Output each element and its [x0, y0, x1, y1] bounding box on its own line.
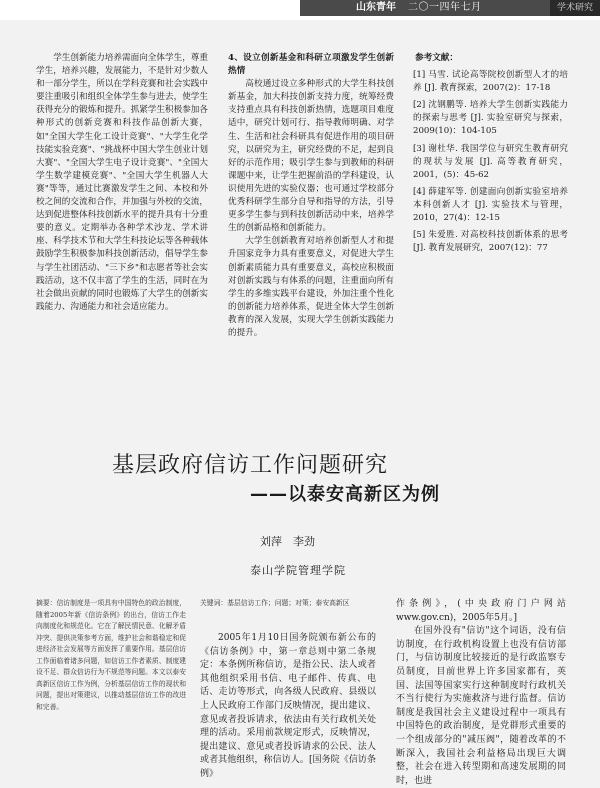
header-band — [300, 0, 600, 16]
article-keywords: 关键词：基层信访工作；问题；对策；泰安高新区 — [200, 599, 350, 607]
article-title: 基层政府信访工作问题研究 — [112, 453, 389, 478]
publication-name: 山东青年 — [356, 2, 396, 13]
reference-item: [4] 薛建军等. 创建面向创新实验室培养本科创新人才 [J]. 实验技术与管理，2010，27(4)：12-15 — [413, 186, 568, 224]
reference-item: [1] 马雪. 试论高等院校创新型人才的培养 [J]. 教育探索，2007(2)：17-18 — [413, 70, 568, 94]
paragraph: 在国外没有"信访"这个词语，没有信访制度，在行政机构设置上也没有信访部门，与信访制度比较接近的是行政监察专员制度，目前世界上许多国家都有，英国、法国等国家实行这种制度时行政机关不当行使行为实施救济与进行监督。信访制度是我国社会主义建设过程中一项具有中国特色的政治制度，是党群形式重要的一个组成部分的"减压阀"，随着改革的不断深入，我国社会利益格局出现巨大调整，社会在进入转型期和高速发展期的同时，也进 — [396, 626, 566, 786]
article-body-column-2 — [396, 598, 566, 786]
references-heading: 参考文献： — [415, 53, 458, 63]
page-header — [0, 0, 600, 20]
article-body-column-1 — [200, 632, 376, 779]
paragraph: 2005年1月10日国务院颁布新公布的《信访条例》中，第一章总则中第二条规定：本条例所称信访，是指公民、法人或者其他组织采用书信、电子邮件、传真、电话、走访等形式，向各级人民政府、县级以上人民政府工作部门反映情况，提出建议、意见或者投诉请求，依法由有关行政机关处理的活动。采用前款规定形式，反映情况，提出建议、意见或者投诉请求的公民、法人或者其他组织，称信访人。[国务院《信访条例》 — [200, 633, 376, 779]
article-abstract: 摘要：信访制度是一项具有中国特色的政治制度，随着2005年新《信访条例》的出台，信访工作走向制度化和规范化。它在了解民情民意、化解矛盾冲突、提供决策参考方面，维护社会和谐稳定和促进经济社会发展等方面发挥了重要作用。基层信访工作面临着诸多问题，如信访工作者素质、制度建设不足、群众信访行为不规范等问题。本文以泰安高新区信访工作为例，分析基层信访工作的现状和问题，提出对策建议，以推动基层信访工作的改进和完善。 — [36, 599, 186, 711]
previous-article-column-1 — [36, 52, 208, 364]
reference-item: [3] 谢杜华. 我国学位与研究生教育研究的现状与发展 [J]. 高等教育研究，2001，(5)：45-62 — [413, 143, 568, 180]
paragraph: 作条例》，(中央政府门户网站 www.gov.cn)，2005年5月。] — [396, 599, 566, 623]
references-column — [413, 52, 568, 364]
article-authors: 刘萍 李劲 — [260, 535, 315, 548]
section-tag: 学术研究 — [550, 0, 600, 16]
paragraph: 学生创新能力培养需面向全体学生，尊重学生，培养兴趣，发展能力，不是针对少数人和一部分学生，所以在学科竞赛和社会实践中要注重吸引和组织全体学生参与进去，使学生获得充分的锻炼和提升。抓紧学生积极参加各种形式的创新竞赛和科技作品创新大赛，如"全国大学生化工设计竞赛"、"大学生化学技能实验竞赛"、"挑战杯中国大学生创业计划大赛"、"全国大学生电子设计竞赛"、"全国大学生数学建模竞赛"、"全国大学生机器人大赛"等等，通过比赛激发学生之间、本校和外校之间的交流和合作，并加强与外校的交流，达到促进整体科技创新水平的提升具有十分重要的意义。定期举办各种学术沙龙、学术讲座、科学技术节和大学生科技论坛等各种载体鼓励学生积极参加科技创新活动，倡导学生参与学生社团活动、"三下乡"和志愿者等社会实践活动，这不仅丰富了学生的生活，同时在为社会做出贡献的同时也锻炼了大学生的创新实践能力、沟通能力和社会适应能力。 — [36, 53, 208, 312]
article-subtitle: ——以泰安高新区为例 — [250, 484, 440, 505]
author-affiliation: 泰山学院管理学院 — [250, 564, 346, 577]
previous-article-column-2 — [228, 52, 394, 364]
section-heading: 4、设立创新基金和科研立项激发学生创新热情 — [228, 53, 394, 77]
paragraph: 高校通过设立多种形式的大学生科技创新基金，加大科技创新支持力度，统筹经费支持重点具有科技创新热情，选题项目难度适中，研究计划可行、指导教师明确、对学生、生活和社会科研具有促进作用的项目研究，以研究为主，研究经费的不足，起到良好的示范作用；吸引学生参与到教师的科研课题中来，让学生把握前沿的学科建设，认识使用先进的实验仪器；也可通过学校部分优秀科研学生部分自导和指导的方法，引导更多学生参与到科技创新活动中来，培养学生的创新品格和创新能力。 — [228, 79, 394, 234]
paragraph: 大学生创新教育对培养创新型人才和提升国家竞争力具有重要意义，对促进大学生创新素质能力具有重要意义，高校应积极面对创新实践与有体系的问题，注重面向所有学生的多维实践平台建设，外加注重个性化的创新能力培养体系，促进全体大学生创新教育的深入发展，实现大学生创新实践能力的提升。 — [228, 236, 394, 338]
issue-date: 二〇一四年七月 — [408, 2, 482, 13]
reference-item: [2] 沈钢鹏等. 培养大学生创新实践能力的探索与思考 [J]. 实验室研究与探索，2009(10)：104-105 — [413, 100, 568, 137]
reference-item: [5] 朱爱胜. 对高校科技创新体系的思考 [J]. 教育发展研究，2007(12)：77 — [413, 230, 568, 254]
